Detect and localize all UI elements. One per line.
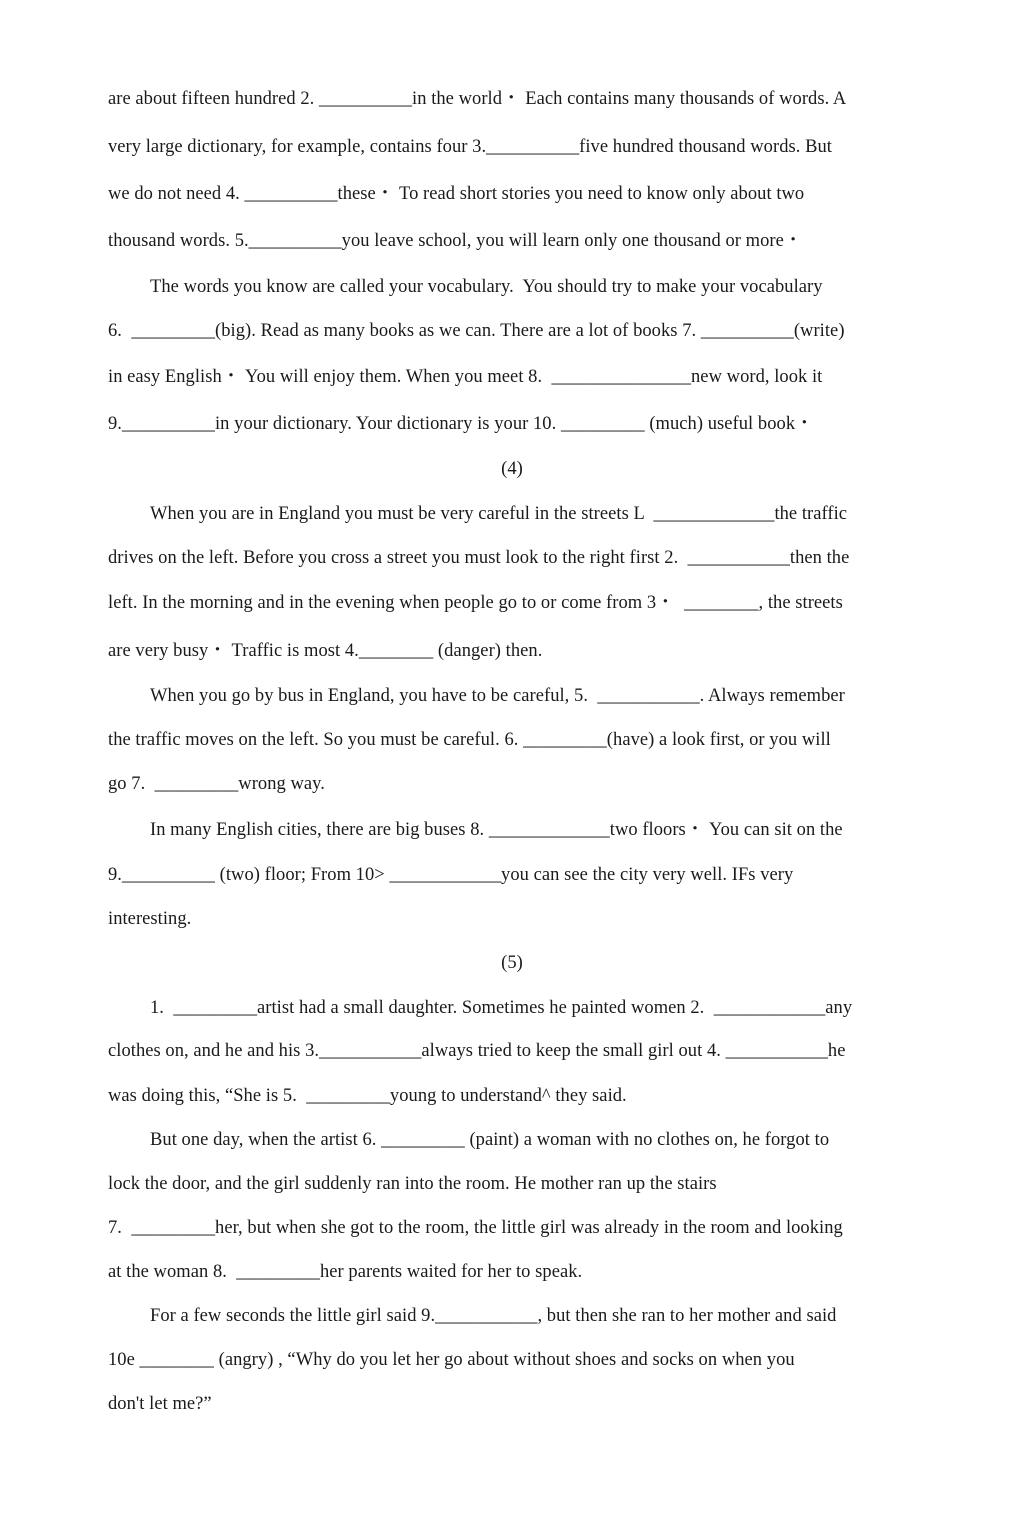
passage3-line-2: very large dictionary, for example, contains four 3.__________five hundred thousand words. But (108, 137, 832, 157)
section-heading-5: (5) (501, 953, 523, 973)
passage3-line-3: we do not need 4. __________these・ To read short stories you need to know only about two (108, 184, 805, 204)
passage5-line-2: clothes on, and he and his 3.___________always tried to keep the small girl out 4. ___________he (108, 1041, 846, 1061)
passage5-line-9: 10e ________ (angry) , “Why do you let her go about without shoes and socks on when you (108, 1350, 795, 1370)
passage5-line-1: 1. _________artist had a small daughter. Sometimes he painted women 2. ____________any (150, 998, 853, 1018)
passage3-line-1: are about fifteen hundred 2. __________in the world・ Each contains many thousands of words. A (108, 89, 847, 109)
passage5-line-4: But one day, when the artist 6. _________ (paint) a woman with no clothes on, he forgot to (150, 1130, 830, 1150)
passage5-line-10: don't let me?” (108, 1394, 212, 1414)
passage5-line-8: For a few seconds the little girl said 9.___________, but then she ran to her mother and said (150, 1306, 837, 1326)
passage3-line-8: 9.__________in your dictionary. Your dictionary is your 10. _________ (much) useful book・ (108, 414, 814, 434)
passage3-line-6: 6. _________(big). Read as many books as we can. There are a lot of books 7. __________(write) (108, 321, 845, 341)
passage5-line-5: lock the door, and the girl suddenly ran into the room. He mother ran up the stairs (108, 1174, 717, 1194)
passage5-line-3: was doing this, “She is 5. _________young to understand^ they said. (108, 1086, 627, 1106)
passage3-line-4: thousand words. 5.__________you leave school, you will learn only one thousand or more・ (108, 231, 803, 251)
passage5-line-7: at the woman 8. _________her parents waited for her to speak. (108, 1262, 583, 1282)
passage4-line-4: are very busy・ Traffic is most 4.________ (danger) then. (108, 641, 543, 661)
passage4-line-6: the traffic moves on the left. So you must be careful. 6. _________(have) a look first, or you will (108, 730, 831, 750)
passage3-line-5: The words you know are called your vocabulary. You should try to make your vocabulary (150, 277, 823, 297)
passage4-line-2: drives on the left. Before you cross a street you must look to the right first 2. ___________then the (108, 548, 850, 568)
passage4-line-7: go 7. _________wrong way. (108, 774, 325, 794)
passage4-line-5: When you go by bus in England, you have to be careful, 5. ___________. Always remember (150, 686, 845, 706)
passage4-line-10: interesting. (108, 909, 192, 929)
passage3-line-7: in easy English・ You will enjoy them. When you meet 8. _______________new word, look it (108, 367, 823, 387)
passage4-line-3: left. In the morning and in the evening when people go to or come from 3・ ________, the streets (108, 593, 843, 613)
section-heading-4: (4) (501, 459, 523, 479)
passage4-line-9: 9.__________ (two) floor; From 10> ____________you can see the city very well. IFs very (108, 865, 794, 885)
passage4-line-1: When you are in England you must be very careful in the streets L _____________the traffic (150, 504, 848, 524)
passage4-line-8: In many English cities, there are big buses 8. _____________two floors・ You can sit on the (150, 820, 843, 840)
passage5-line-6: 7. _________her, but when she got to the room, the little girl was already in the room and looking (108, 1218, 843, 1238)
